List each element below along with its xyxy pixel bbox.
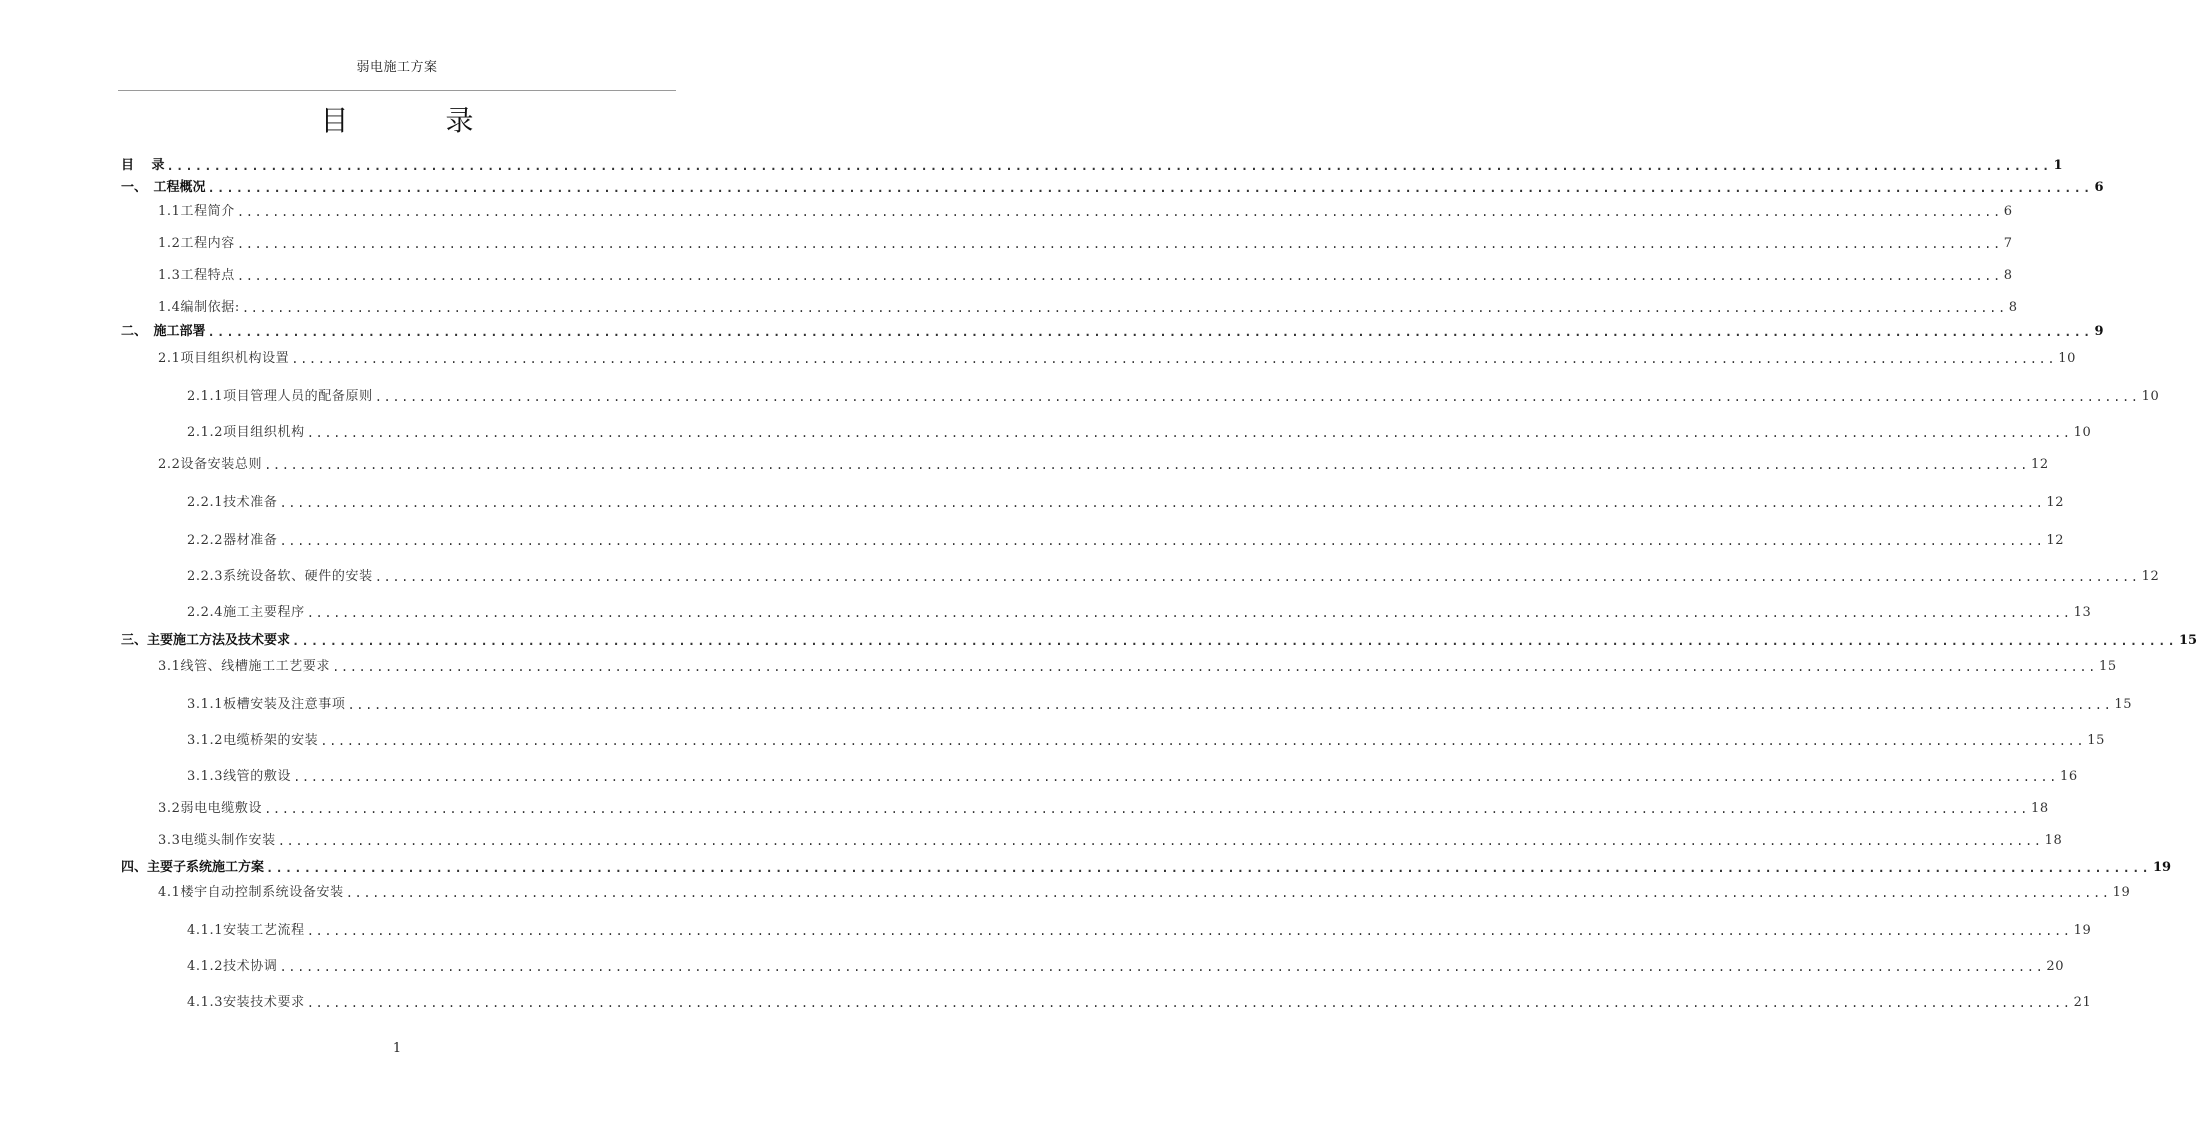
toc-leader-dots: ........................................................................................................................................................................................................ xyxy=(320,734,2086,748)
toc-entry[interactable] xyxy=(158,828,2063,850)
toc-entry[interactable] xyxy=(158,346,2076,368)
toc-entry-label: 4.1.3安装技术要求 xyxy=(187,995,305,1010)
toc-entry-page: 15 xyxy=(2099,659,2117,674)
toc-entry-page: 8 xyxy=(2008,300,2018,315)
toc-entry-page: 9 xyxy=(2094,324,2104,339)
toc-leader-dots: ........................................................................................................................................................................................................ xyxy=(306,606,2072,620)
toc-leader-dots: ........................................................................................................................................................................................................ xyxy=(306,924,2072,938)
toc-entry-label: 2.1.2项目组织机构 xyxy=(187,425,305,440)
toc-leader-dots: ........................................................................................................................................................................................................ xyxy=(207,325,2093,339)
toc-leader-dots: ........................................................................................................................................................................................................ xyxy=(277,834,2043,848)
toc-entry[interactable] xyxy=(187,600,2092,622)
toc-entry-label: 三、主要施工方法及技术要求 xyxy=(121,633,291,648)
toc-entry-label: 2.1项目组织机构设置 xyxy=(158,351,290,366)
toc-entry-page: 12 xyxy=(2031,457,2049,472)
toc-entry-label: 一、 工程概况 xyxy=(121,180,206,195)
toc-entry-label: 3.1线管、线槽施工工艺要求 xyxy=(158,659,331,674)
toc-entry[interactable] xyxy=(158,452,2049,474)
toc-entry[interactable] xyxy=(158,231,2013,253)
toc-entry[interactable] xyxy=(187,954,2065,976)
toc-entry[interactable] xyxy=(121,628,2197,650)
toc-leader-dots: ........................................................................................................................................................................................................ xyxy=(264,802,2029,816)
toc-entry[interactable] xyxy=(121,855,2172,877)
toc-entry-label: 1.2工程内容 xyxy=(158,236,235,251)
toc-leader-dots: ........................................................................................................................................................................................................ xyxy=(279,960,2045,974)
toc-entry-label: 1.3工程特点 xyxy=(158,268,235,283)
toc-entry-page: 10 xyxy=(2058,351,2076,366)
toc-entry-page: 19 xyxy=(2073,923,2092,938)
toc-leader-dots: ........................................................................................................................................................................................................ xyxy=(236,237,2002,251)
toc-entry-label: 3.1.1板槽安装及注意事项 xyxy=(187,697,346,712)
toc-entry-page: 8 xyxy=(2003,268,2013,283)
toc-leader-dots: ........................................................................................................................................................................................................ xyxy=(306,426,2072,440)
toc-entry-page: 10 xyxy=(2141,389,2160,404)
toc-leader-dots: ........................................................................................................................................................................................................ xyxy=(264,458,2029,472)
toc-entry-page: 15 xyxy=(2087,733,2105,748)
toc-leader-dots: ........................................................................................................................................................................................................ xyxy=(332,660,2097,674)
toc-entry[interactable] xyxy=(187,764,2078,786)
toc-leader-dots: ........................................................................................................................................................................................................ xyxy=(236,269,2002,283)
toc-entry-label: 4.1楼宇自动控制系统设备安装 xyxy=(158,885,344,900)
toc-entry[interactable] xyxy=(187,728,2105,750)
toc-entry-label: 2.2.1技术准备 xyxy=(187,495,278,510)
toc-entry-page: 18 xyxy=(2031,801,2049,816)
toc-entry[interactable] xyxy=(121,175,2104,197)
toc-entry-label: 2.2设备安装总则 xyxy=(158,457,263,472)
toc-entry-page: 19 xyxy=(2112,885,2131,900)
toc-entry-page: 20 xyxy=(2046,959,2065,974)
page-number: 1 xyxy=(392,1041,402,1056)
toc-leader-dots: ........................................................................................................................................................................................................ xyxy=(292,634,2177,648)
toc-entry[interactable] xyxy=(158,295,2018,317)
toc-entry-page: 15 xyxy=(2114,697,2133,712)
toc-entry[interactable] xyxy=(158,199,2013,221)
toc-entry[interactable] xyxy=(121,153,2063,175)
running-header: 弱电施工方案 xyxy=(356,60,438,75)
toc-leader-dots: ........................................................................................................................................................................................................ xyxy=(166,159,2052,173)
toc-entry[interactable] xyxy=(187,420,2092,442)
toc-entry-page: 18 xyxy=(2044,833,2063,848)
toc-entry-label: 四、主要子系统施工方案 xyxy=(121,860,265,875)
toc-entry[interactable] xyxy=(121,319,2104,341)
toc-leader-dots: ........................................................................................................................................................................................................ xyxy=(236,205,2002,219)
toc-entry-page: 12 xyxy=(2046,533,2065,548)
toc-entry-label: 1.4编制依据: xyxy=(158,300,240,315)
toc-entry-label: 3.3电缆头制作安装 xyxy=(158,833,276,848)
toc-entry-label: 1.1工程简介 xyxy=(158,204,235,219)
toc-leader-dots: ........................................................................................................................................................................................................ xyxy=(374,390,2140,404)
toc-entry[interactable] xyxy=(158,880,2131,902)
toc-entry[interactable] xyxy=(187,384,2160,406)
toc-entry-label: 3.2弱电电缆敷设 xyxy=(158,801,263,816)
toc-entry-label: 目 录 xyxy=(121,158,165,173)
toc-entry[interactable] xyxy=(158,796,2049,818)
toc-entry-label: 4.1.1安装工艺流程 xyxy=(187,923,305,938)
toc-leader-dots: ........................................................................................................................................................................................................ xyxy=(279,534,2045,548)
toc-entry-page: 19 xyxy=(2152,860,2172,875)
toc-title: 目 录 xyxy=(320,104,518,137)
toc-leader-dots: ........................................................................................................................................................................................................ xyxy=(345,886,2111,900)
toc-leader-dots: ........................................................................................................................................................................................................ xyxy=(291,352,2057,366)
toc-entry-page: 6 xyxy=(2094,180,2104,195)
toc-entry-page: 12 xyxy=(2141,569,2160,584)
toc-entry-label: 2.2.2器材准备 xyxy=(187,533,278,548)
toc-entry-label: 3.1.3线管的敷设 xyxy=(187,769,292,784)
toc-entry[interactable] xyxy=(187,918,2092,940)
toc-entry-label: 2.1.1项目管理人员的配备原则 xyxy=(187,389,373,404)
toc-entry-page: 13 xyxy=(2073,605,2092,620)
toc-entry-label: 二、 施工部署 xyxy=(121,324,206,339)
toc-leader-dots: ........................................................................................................................................................................................................ xyxy=(374,570,2140,584)
toc-entry-label: 4.1.2技术协调 xyxy=(187,959,278,974)
toc-entry-page: 6 xyxy=(2003,204,2013,219)
toc-leader-dots: ........................................................................................................................................................................................................ xyxy=(293,770,2058,784)
toc-entry-page: 1 xyxy=(2053,158,2063,173)
toc-entry[interactable] xyxy=(187,528,2065,550)
toc-leader-dots: ........................................................................................................................................................................................................ xyxy=(279,496,2045,510)
toc-entry-page: 7 xyxy=(2003,236,2013,251)
toc-entry-page: 21 xyxy=(2073,995,2092,1010)
toc-leader-dots: ........................................................................................................................................................................................................ xyxy=(306,996,2072,1010)
toc-entry[interactable] xyxy=(158,263,2013,285)
toc-entry-page: 15 xyxy=(2178,633,2197,648)
toc-entry[interactable] xyxy=(187,564,2160,586)
toc-entry-page: 12 xyxy=(2046,495,2065,510)
toc-entry-page: 10 xyxy=(2073,425,2092,440)
toc-leader-dots: ........................................................................................................................................................................................................ xyxy=(207,181,2093,195)
toc-leader-dots: ........................................................................................................................................................................................................ xyxy=(266,861,2151,875)
toc-entry-label: 2.2.4施工主要程序 xyxy=(187,605,305,620)
toc-leader-dots: ........................................................................................................................................................................................................ xyxy=(241,301,2007,315)
toc-entry[interactable] xyxy=(187,490,2065,512)
toc-entry[interactable] xyxy=(187,990,2092,1012)
toc-entry-label: 2.2.3系统设备软、硬件的安装 xyxy=(187,569,373,584)
toc-entry-label: 3.1.2电缆桥架的安装 xyxy=(187,733,319,748)
toc-leader-dots: ........................................................................................................................................................................................................ xyxy=(347,698,2113,712)
toc-entry-page: 16 xyxy=(2060,769,2078,784)
toc-entry[interactable] xyxy=(187,692,2133,714)
toc-entry[interactable] xyxy=(158,654,2117,676)
